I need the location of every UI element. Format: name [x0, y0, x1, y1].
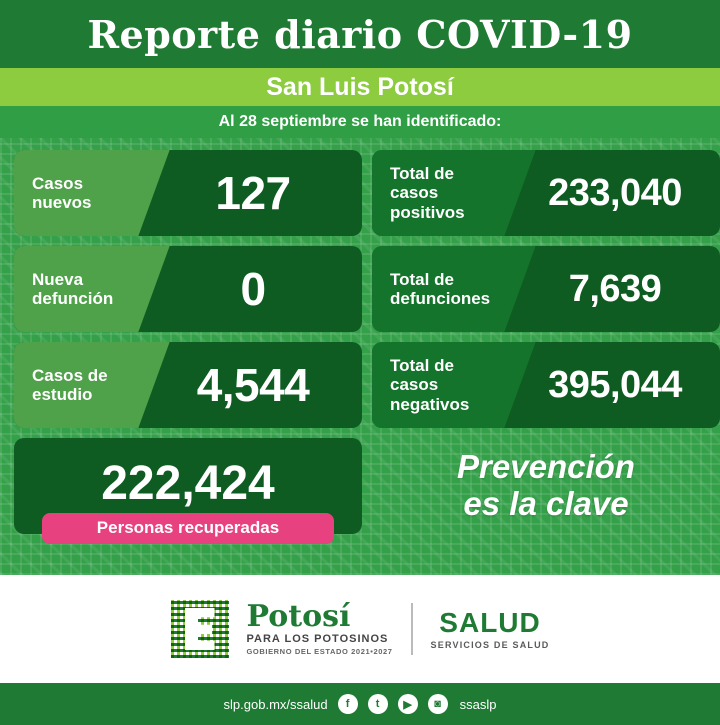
slogan-line-1: Prevención	[457, 448, 635, 486]
stat-card-total-positive	[372, 150, 720, 236]
title-band	[0, 0, 720, 68]
potosi-emblem-icon	[171, 600, 229, 658]
subtitle-band	[0, 68, 720, 106]
footer-contact-bar	[0, 683, 720, 725]
youtube-icon[interactable]: ▶	[398, 694, 418, 714]
stat-label: Casos nuevos	[14, 150, 134, 236]
stat-card-new-death	[14, 246, 362, 332]
footer-logos	[0, 575, 720, 683]
date-band	[0, 106, 720, 138]
potosi-logo-title: Potosí	[246, 599, 351, 635]
twitter-icon[interactable]: t	[368, 694, 388, 714]
recovered-caption: Personas recuperadas	[42, 513, 334, 544]
bottom-row	[14, 438, 706, 537]
stat-card-new-cases	[14, 150, 362, 236]
stat-label: Total de casos negativos	[372, 342, 500, 428]
facebook-icon[interactable]: f	[338, 694, 358, 714]
recovered-card	[14, 438, 362, 537]
website-url[interactable]: slp.gob.mx/ssalud	[223, 696, 328, 712]
instagram-icon[interactable]: ◙	[428, 694, 448, 714]
footer-divider	[411, 603, 413, 655]
report-date-text: Al 28 septiembre se han identificado:	[218, 113, 502, 130]
stat-value: 4,544	[196, 359, 310, 411]
slogan-line-2: es la clave	[463, 485, 629, 522]
stat-value: 0	[240, 263, 266, 315]
stat-value: 127	[215, 167, 291, 219]
page-title: Reporte diario COVID-19	[87, 11, 633, 57]
stat-label: Total de casos positivos	[372, 150, 500, 236]
stats-area	[0, 138, 720, 575]
stat-value: 7,639	[568, 267, 662, 310]
stat-label: Casos de estudio	[14, 342, 134, 428]
state-name: San Luis Potosí	[266, 72, 454, 101]
stat-card-total-deaths	[372, 246, 720, 332]
salud-title: SALUD	[439, 606, 541, 638]
slogan-block	[372, 438, 720, 534]
stats-grid	[14, 150, 706, 428]
stat-value: 395,044	[548, 363, 682, 406]
recovered-value: 222,424	[101, 457, 275, 510]
social-handle: ssaslp	[459, 696, 497, 712]
stat-value: 233,040	[548, 171, 682, 214]
potosi-logo-subtitle: PARA LOS POTOSINOS	[246, 633, 389, 646]
potosi-logo-government: GOBIERNO DEL ESTADO 2021•2027	[246, 647, 393, 657]
stat-card-total-negative	[372, 342, 720, 428]
stat-label: Total de defunciones	[372, 246, 500, 332]
salud-logo	[430, 606, 550, 650]
stat-card-under-study	[14, 342, 362, 428]
stat-label: Nueva defunción	[14, 246, 134, 332]
potosi-logo-text	[246, 599, 393, 657]
salud-subtitle: SERVICIOS DE SALUD	[430, 639, 550, 650]
